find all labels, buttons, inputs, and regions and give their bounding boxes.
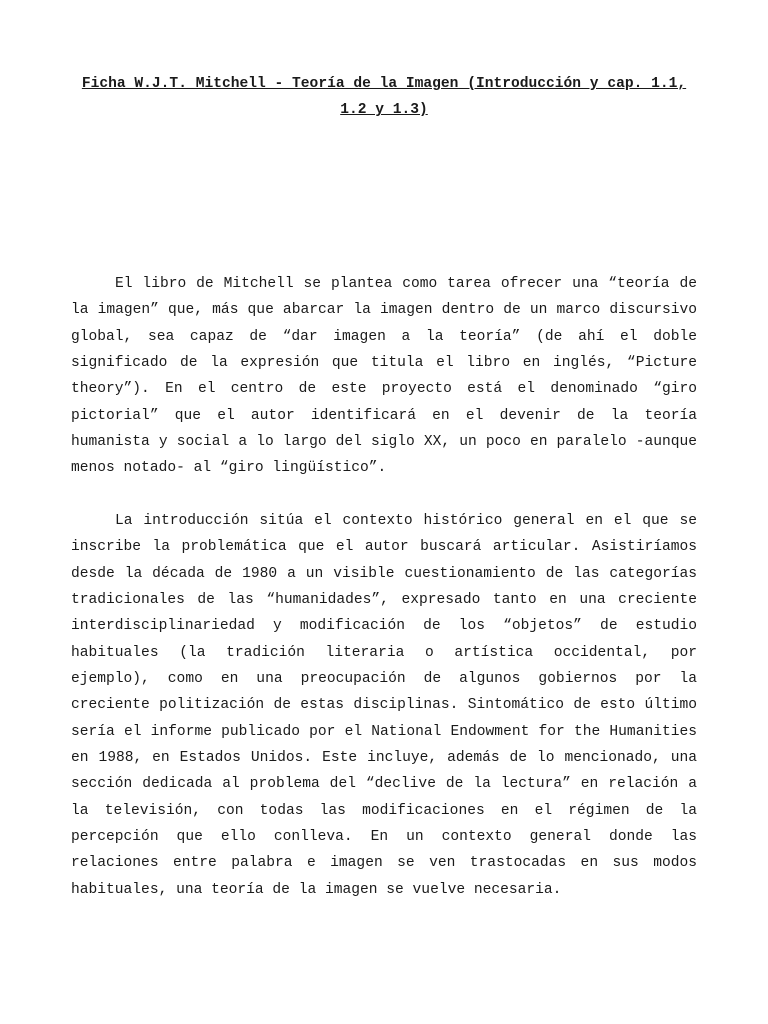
document-title: Ficha W.J.T. Mitchell - Teoría de la Imagen (Introducción y cap. 1.1, 1.2 y 1.3) bbox=[81, 76, 687, 119]
paragraph-1: El libro de Mitchell se plantea como tarea ofrecer una “teoría de la imagen” que, más que abarcar la imagen dentro de un marco discursivo global, sea capaz de “dar imagen a la teoría” (de ahí el doble significado de la expresión que titula el libro en inglés, “Picture theory”). En el centro de este proyecto está el denominado “giro pictorial” que el autor identificará en el devenir de la teoría humanista y social a lo largo del siglo XX, un poco en paralelo -aunque menos notado- al “giro lingüístico”. bbox=[71, 276, 706, 477]
paragraph-2: La introducción sitúa el contexto histórico general en el que se inscribe la problemática que el autor buscará articular. Asistiríamos desde la década de 1980 a un visible cuestionamiento de las categorías tradicionales de las “humanidades”, expresado tanto en una creciente interdisciplinariedad y modificación de los “objetos” de estudio habituales (la tradición literaria o artística occidental, por ejemplo), como en una preocupación de algunos gobiernos por la creciente politización de estas disciplinas. Sintomático de esto último sería el informe publicado por el National Endowment for the Humanities en 1988, en Estados Unidos. Este incluye, además de lo mencionado, una sección dedicada al problema del “declive de la lectura” en relación a la televisión, con todas las modificaciones en el régimen de la percepción que ello conlleva. En un contexto general donde las relaciones entre palabra e imagen se ven trastocadas en sus modos habituales, una teoría de la imagen se vuelve necesaria. bbox=[71, 513, 706, 898]
